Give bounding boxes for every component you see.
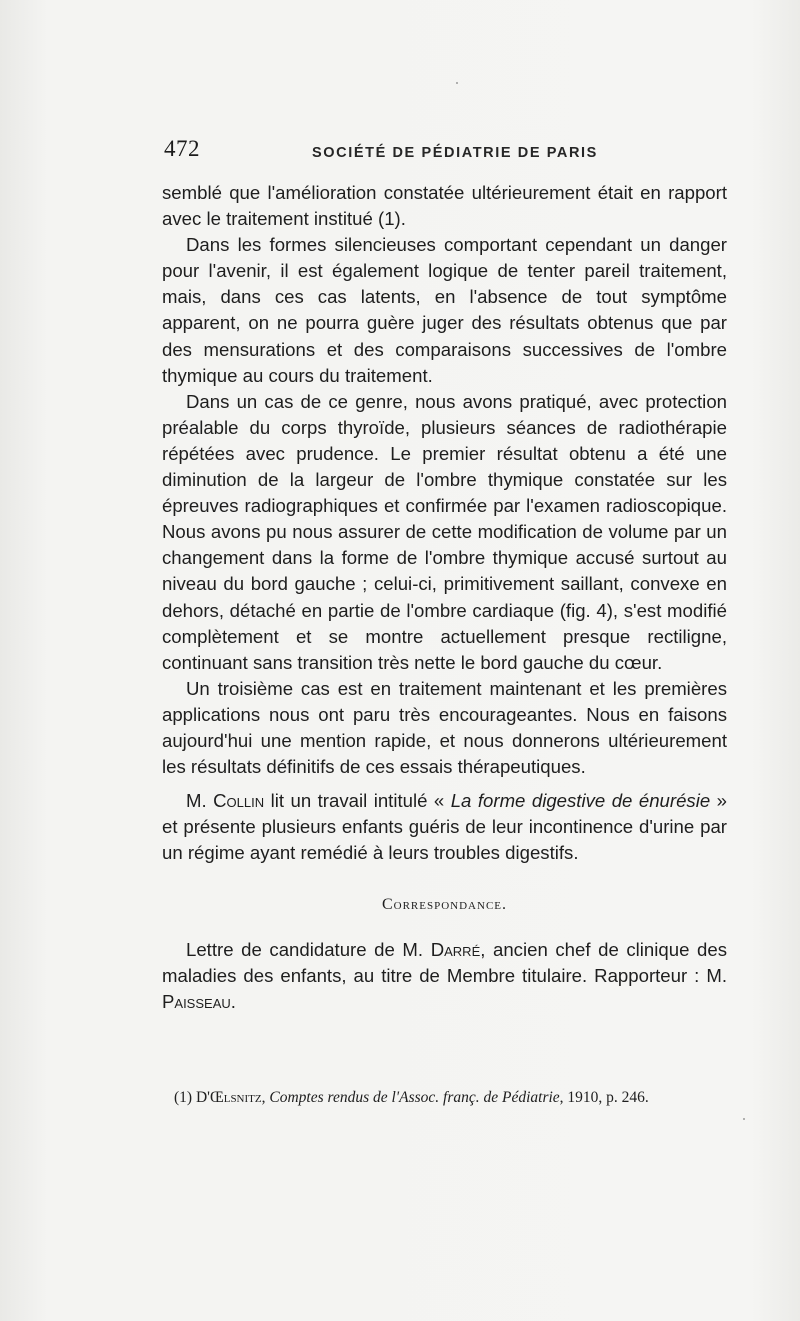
footnote-marker: (1) bbox=[174, 1089, 196, 1106]
work-title: La forme digestive de énurésie bbox=[450, 790, 711, 812]
body-text bbox=[162, 180, 727, 1015]
footnote-author: D'Œlsnitz bbox=[195, 1089, 262, 1106]
page-header bbox=[160, 136, 730, 170]
candidature-before-name: Lettre de candidature de M. bbox=[186, 938, 431, 960]
paper-speck bbox=[456, 82, 458, 84]
section-heading-correspondance: Correspondance. bbox=[381, 896, 508, 914]
footnote-source: Comptes rendus de l'Assoc. franç. de Pédiatrie bbox=[269, 1089, 560, 1106]
collin-prefix: M. bbox=[186, 790, 214, 812]
name-darre: Darré bbox=[430, 938, 481, 960]
name-paisseau: Paisseau bbox=[162, 990, 231, 1012]
running-head: SOCIÉTÉ DE PÉDIATRIE DE PARIS bbox=[312, 145, 598, 161]
paragraph-radiotherapy-case: Dans un cas de ce genre, nous avons pratiqué, avec protection préalable du corps thyroïde, plusieurs séances de radiothérapie répétées avec prudence. Le premier résultat obtenu a été une diminution de la largeur de l'ombre thymique constatée sur les épreuves radiographiques et confirmée par l'examen radioscopique. Nous avons pu nous assurer de cette modification de volume par un changement dans la forme de l'ombre thymique accusé surtout au niveau du bord gauche ; celui-ci, primitivement saillant, convexe en dehors, détaché en partie de l'ombre cardiaque (fig. 4), s'est modifié complètement et se montre actuellement presque rectiligne, continuant sans transition très nette le bord gauche du cœur. bbox=[162, 390, 727, 673]
paragraph-third-case: Un troisième cas est en traitement maintenant et les premières applications nous ont paru très encourageantes. Nous en faisons aujourd'hui une mention rapide, et nous donnerons ultérieurement les résultats définitifs de ces essais thérapeutiques. bbox=[162, 677, 727, 778]
footnote bbox=[174, 1089, 734, 1107]
paragraph-silent-forms: Dans les formes silencieuses comportant cependant un danger pour l'avenir, il est également logique de tenter pareil traitement, mais, dans ces cas latents, en l'absence de tout symptôme apparent, on ne pourra guère juger des résultats obtenus que par des mensurations et des comparaisons successives de l'ombre thymique au cours du traitement. bbox=[162, 234, 727, 386]
paper-speck bbox=[743, 1118, 745, 1120]
candidature-middle: , ancien chef de clinique des maladies des enfants, au titre de Membre titulaire. Rapporteur : M. bbox=[162, 938, 727, 986]
footnote-separator: , bbox=[261, 1089, 270, 1106]
collin-after-title: » et présente plusieurs enfants guéris de leur incontinence d'urine par un régime ayant remédié à leurs troubles digestifs. bbox=[162, 790, 727, 864]
paragraph-collin-communication bbox=[162, 788, 727, 866]
paragraph-continuation: semblé que l'amélioration constatée ultérieurement était en rapport avec le traitement institué (1). bbox=[162, 182, 727, 230]
page-number: 472 bbox=[164, 136, 200, 161]
collin-before-title: lit un travail intitulé « bbox=[264, 790, 451, 812]
footnote-details: , 1910, p. 246. bbox=[559, 1089, 649, 1106]
paragraph-candidature bbox=[162, 937, 727, 1015]
candidature-end: . bbox=[230, 990, 236, 1012]
author-collin: Collin bbox=[213, 790, 265, 812]
